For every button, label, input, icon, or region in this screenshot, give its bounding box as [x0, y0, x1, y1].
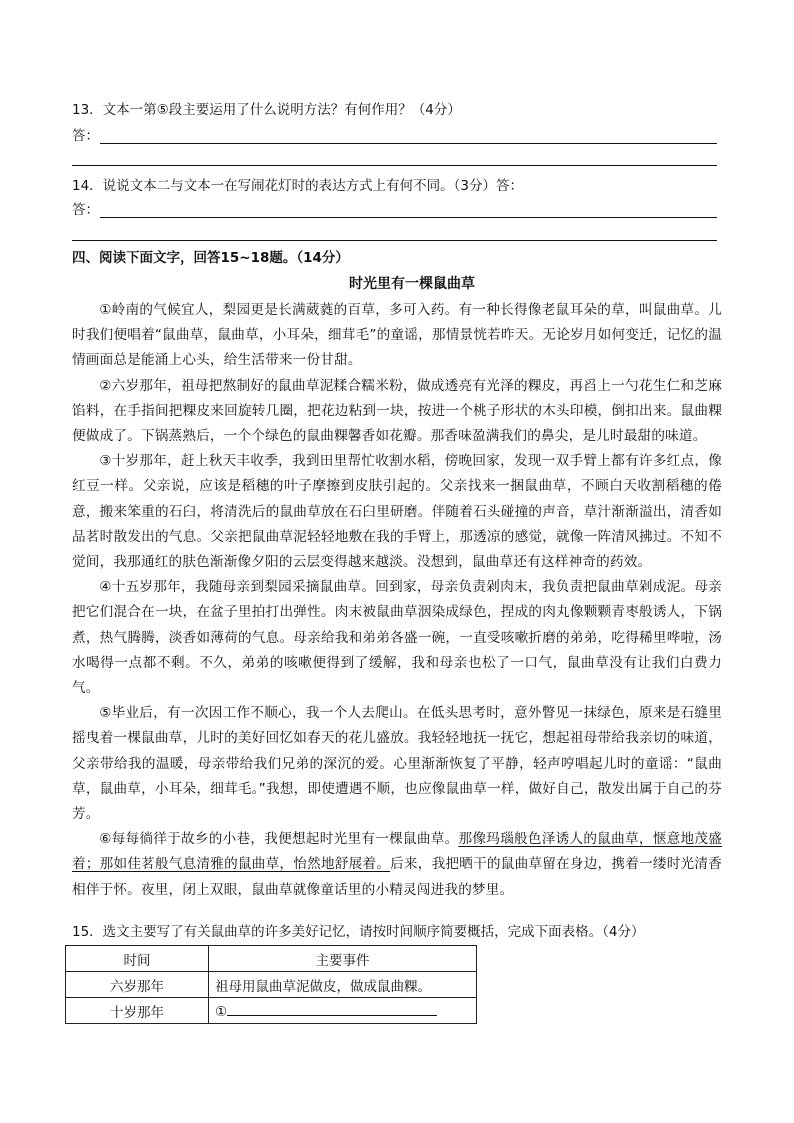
header-time: 时间 — [66, 946, 209, 972]
paragraph-1: ①岭南的气候宜人，梨园更是长满葳蕤的百草，多可入药。有一种长得像老鼠耳朵的草，叫鼠曲草。儿时我们便唱着“鼠曲草，鼠曲草，小耳朵，细茸毛”的童谣，那情景恍若昨天。无论岁月如何变迁，记忆的温情画面总是能涌上心头，给生活带来一份甘甜。 — [72, 302, 722, 369]
underlined-sentence: 那像玛瑙般色泽诱人的鼠曲草，惬意地茂盛着；那如佳茗般气息清雅的鼠曲草，怡然地舒展着。 — [72, 831, 722, 873]
blank-marker: ① — [215, 1004, 228, 1020]
answer-label: 答： — [72, 128, 99, 144]
section-heading: 四、阅读下面文字，回答15~18题。（14分） — [72, 250, 349, 266]
row-event-blank[interactable] — [209, 998, 477, 1024]
paragraph-3: ③十岁那年，赶上秋天丰收季，我到田里帮忙收割水稻，傍晚回家，发现一双手臂上都有许多红点，像红豆一样。父亲说，应该是稻穗的叶子摩擦到皮肤引起的。父亲找来一捆鼠曲草，不顾白天收割稻穗的倦意，搬来笨重的石臼，将清洗后的鼠曲草放在石臼里研磨。伴随着石头碰撞的声音，草汁渐渐溢出，清香如品茗时散发出的气息。父亲把鼠曲草泥轻轻地敷在我的手臂上，那透凉的感觉，就像一阵清风拂过。不知不觉间，我那通红的肤色渐渐像夕阳的云层变得越来越淡。没想到，鼠曲草还有这样神奇的药效。 — [72, 453, 722, 571]
question-14-answer-blank[interactable] — [72, 240, 717, 241]
paragraph-2: ②六岁那年，祖母把熬制好的鼠曲草泥糅合糯米粉，做成透亮有光泽的粿皮，再舀上一勺花生仁和芝麻馅料，在手指间把粿皮来回旋转几圈，把花边粘到一块，按进一个桃子形状的木头印模，倒扣出来。鼠曲粿便做成了。下锅蒸熟后，一个个绿色的鼠曲粿馨香如花瓣。那香味盈满我们的鼻尖，是儿时最甜的味道。 — [72, 377, 722, 445]
paragraph-6-intro: ⑥每每徜徉于故乡的小巷，我便想起时光里有一棵鼠曲草。 — [99, 831, 459, 848]
paragraph-4: ④十五岁那年，我随母亲到梨园采摘鼠曲草。回到家，母亲负责剁肉末，我负责把鼠曲草剁成泥。母亲把它们混合在一块，在盆子里拍打出弹性。肉末被鼠曲草洇染成绿色，捏成的肉丸像颗颗青枣般诱人，下锅煮，热气腾腾，淡香如薄荷的气息。母亲给我和弟弟各盛一碗，一直受咳嗽折磨的弟弟，吃得稀里哗啦，汤水喝得一点都不剩。不久，弟弟的咳嗽便得到了缓解，我和母亲也松了一口气，鼠曲草没有让我们白费力气。 — [72, 579, 722, 697]
answer-label: 答： — [72, 202, 99, 218]
answer-rule — [100, 143, 717, 144]
question-14: 14．说说文本二与文本一在写闹花灯时的表达方式上有何不同。（3分）答： — [72, 178, 524, 194]
question-14-answer-line[interactable] — [72, 200, 717, 220]
question-13-answer-blank[interactable] — [72, 165, 717, 166]
row-time: 六岁那年 — [66, 972, 209, 998]
paragraph-6-rest: 后来，我把晒干的鼠曲草留在身边，携着一缕时光清香相伴于怀。夜里，闭上双眼，鼠曲草就像童话里的小精灵闯进我的梦里。 — [72, 856, 722, 898]
question-13-answer-line[interactable] — [72, 126, 717, 146]
fill-in-blank[interactable] — [227, 1001, 437, 1016]
article-title: 时光里有一棵鼠曲草 — [349, 276, 475, 292]
paragraph-5: ⑤毕业后，有一次因工作不顺心，我一个人去爬山。在低头思考时，意外瞥见一抹绿色，原来是石缝里摇曳着一棵鼠曲草，儿时的美好回忆如春天的花儿盛放。我轻轻地抚一抚它，想起祖母带给我亲切的味道，父亲带给我的温暖，母亲带给我们兄弟的深沉的爱。心里渐渐恢复了平静，轻声哼唱起儿时的童谣：“鼠曲草，鼠曲草，小耳朵，细茸毛。”我想，即使遭遇不顺，也应像鼠曲草一样，做好自己，散发出属于自己的芬芳。 — [72, 705, 722, 823]
table-row — [66, 998, 477, 1024]
answer-rule — [100, 217, 717, 218]
header-event: 主要事件 — [209, 946, 477, 972]
article-body — [72, 298, 722, 903]
table-header-row — [66, 946, 477, 972]
row-time: 十岁那年 — [66, 998, 209, 1024]
summary-table — [65, 945, 477, 1024]
table-row — [66, 972, 477, 998]
question-13: 13．文本一第⑤段主要运用了什么说明方法？有何作用？（4分） — [72, 102, 461, 118]
question-15: 15．选文主要写了有关鼠曲草的许多美好记忆，请按时间顺序简要概括，完成下面表格。（4分） — [72, 924, 645, 940]
row-event: 祖母用鼠曲草泥做皮，做成鼠曲粿。 — [209, 972, 477, 998]
paragraph-6 — [72, 827, 722, 903]
